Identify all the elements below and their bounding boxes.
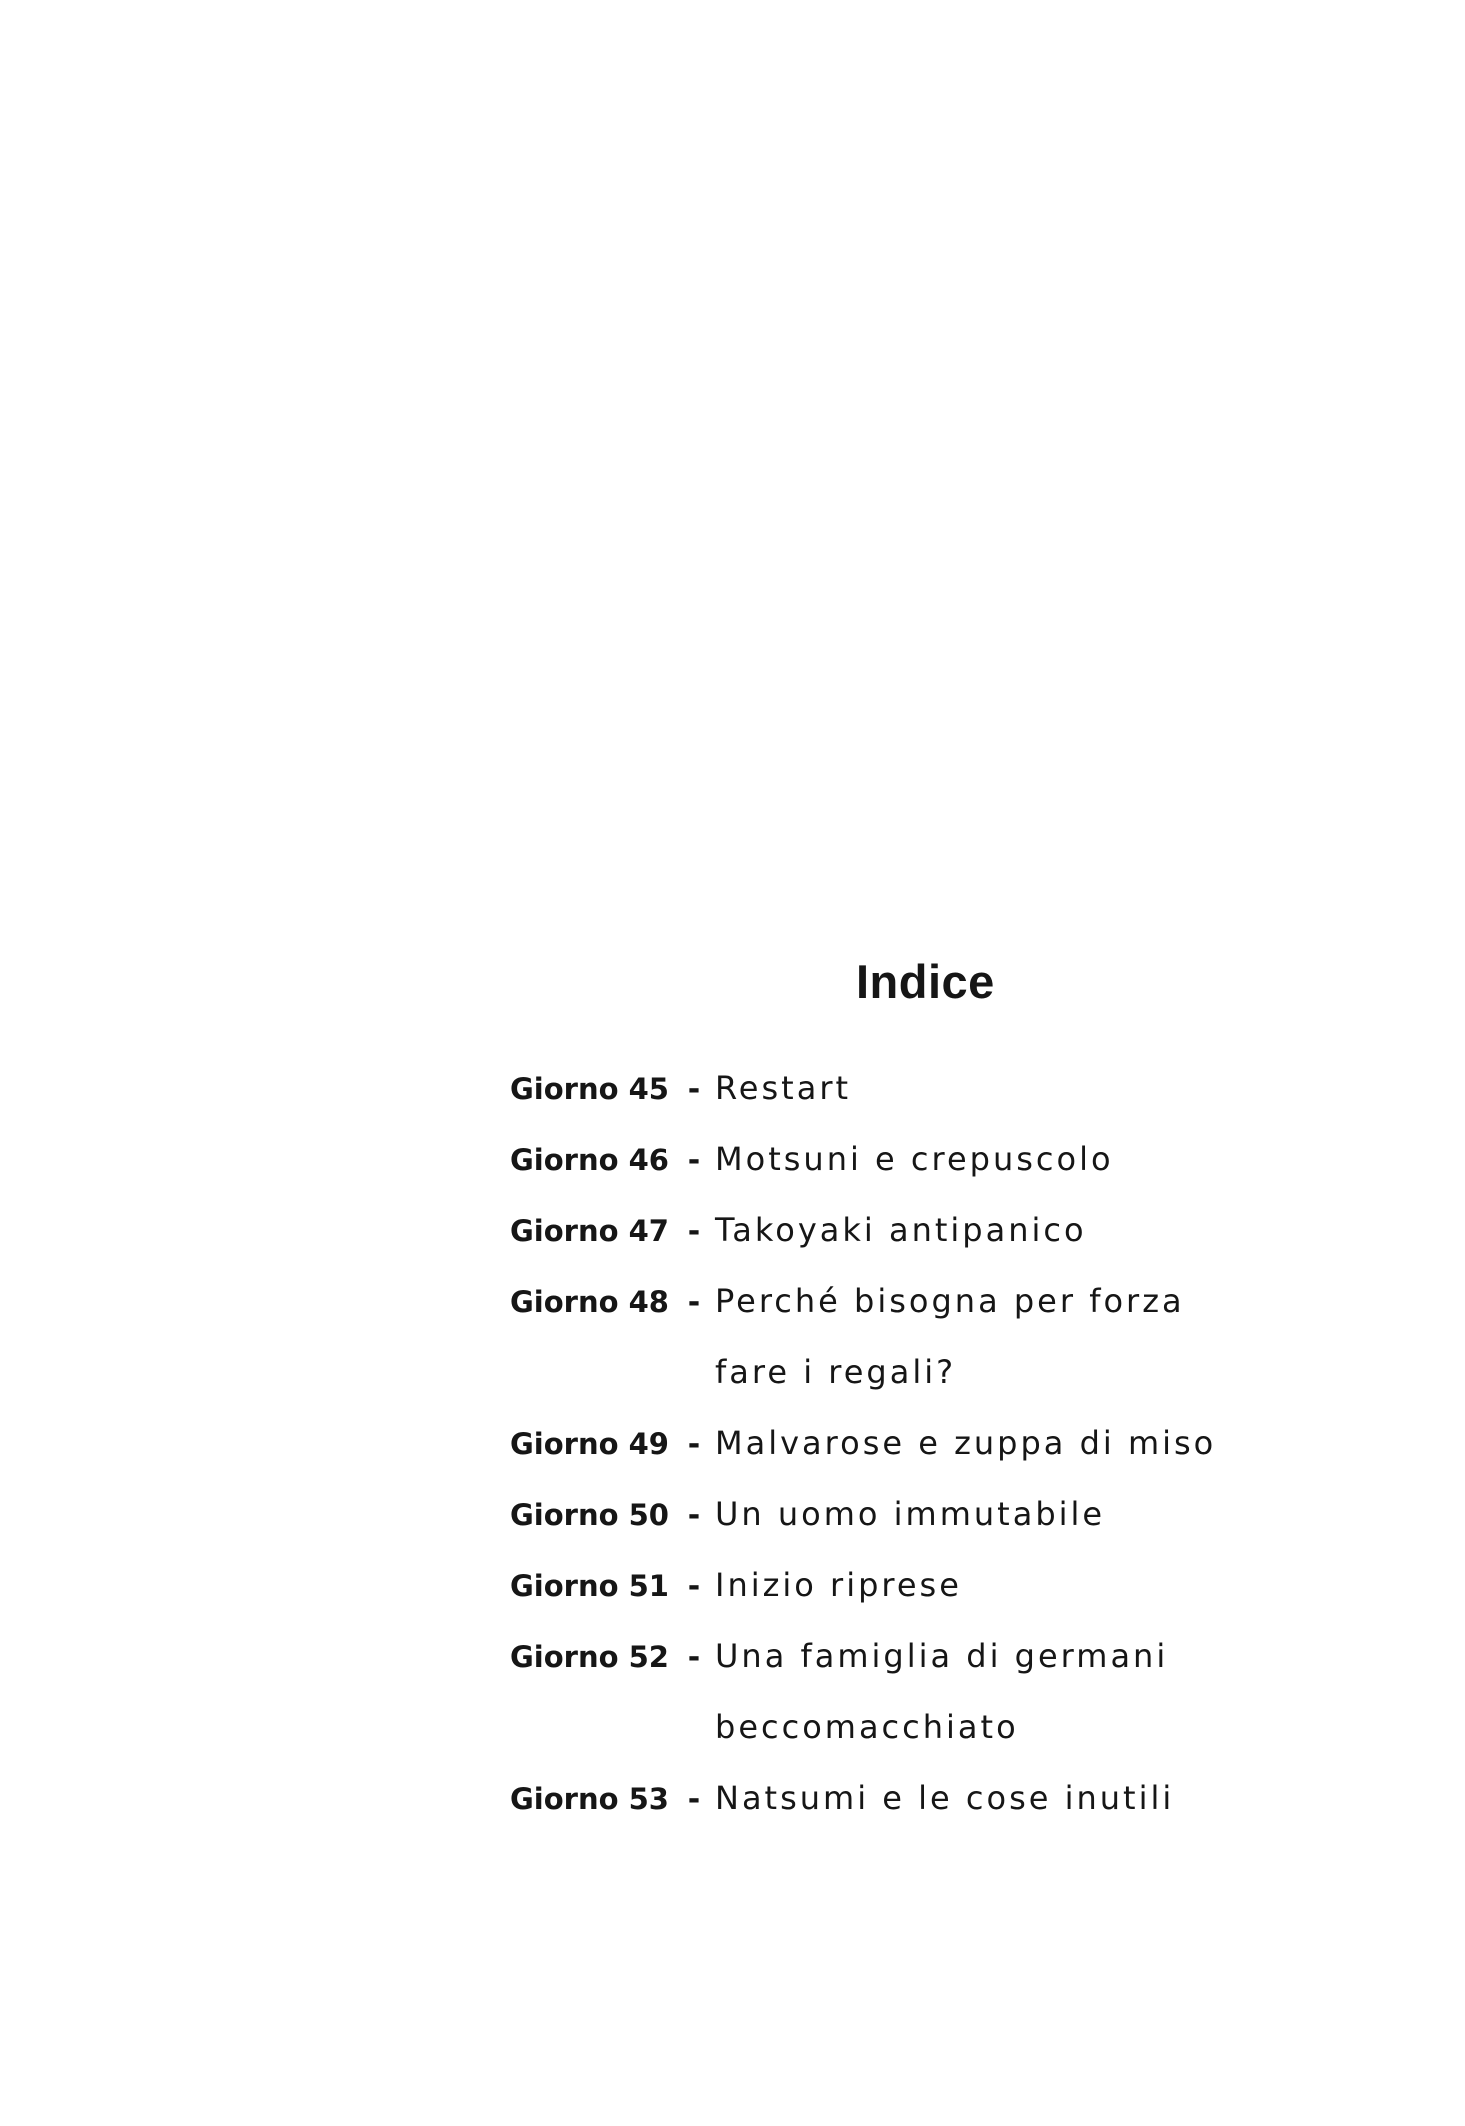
toc-entry-giorno-48 [510,1266,1290,1337]
toc-entry-giorno-46 [510,1124,1290,1195]
toc-separator: - [687,1569,701,1604]
toc-entry-giorno-47 [510,1195,1290,1266]
toc-entry-giorno-45 [510,1053,1290,1124]
toc-entry-giorno-49 [510,1408,1290,1479]
toc-entry-day: Giorno 50 [510,1498,669,1532]
toc-entry-day: Giorno 51 [510,1569,669,1603]
toc-entry-title: Perché bisogna per forza [715,1282,1185,1320]
toc-separator: - [687,1782,701,1817]
toc-separator: - [687,1498,701,1533]
toc-entry-title: Natsumi e le cose inutili [715,1779,1175,1817]
toc-entry-day: Giorno 45 [510,1072,669,1106]
page-title: Indice [856,955,995,1008]
toc-entry-title: Un uomo immutabile [715,1495,1106,1533]
toc-separator: - [687,1427,701,1462]
toc-entry-day: Giorno 52 [510,1640,669,1674]
toc-entry-title: Restart [715,1069,852,1107]
toc-entry-title: Motsuni e crepuscolo [715,1140,1114,1178]
toc-list [510,1053,1290,1834]
toc-separator: - [687,1640,701,1675]
toc-entry-giorno-48-continuation [510,1337,1290,1408]
toc-separator: - [687,1214,701,1249]
toc-separator: - [687,1143,701,1178]
toc-entry-day: Giorno 53 [510,1782,669,1816]
toc-entry-day: Giorno 46 [510,1143,669,1177]
toc-entry-giorno-50 [510,1479,1290,1550]
toc-entry-day: Giorno 47 [510,1214,669,1248]
toc-entry-day: Giorno 49 [510,1427,669,1461]
toc-entry-giorno-52-continuation [510,1692,1290,1763]
toc-entry-title: Una famiglia di germani [715,1637,1169,1675]
toc-entry-giorno-52 [510,1621,1290,1692]
toc-entry-day: Giorno 48 [510,1285,669,1319]
toc-entry-title: Takoyaki antipanico [715,1211,1087,1249]
toc-entry-title-continuation: beccomacchiato [715,1708,1019,1746]
toc-separator: - [687,1072,701,1107]
toc-entry-giorno-53 [510,1763,1290,1834]
toc-separator: - [687,1285,701,1320]
toc-entry-title-continuation: fare i regali? [715,1353,957,1391]
toc-entry-title: Inizio riprese [715,1566,962,1604]
toc-entry-giorno-51 [510,1550,1290,1621]
toc-entry-title: Malvarose e zuppa di miso [715,1424,1217,1462]
